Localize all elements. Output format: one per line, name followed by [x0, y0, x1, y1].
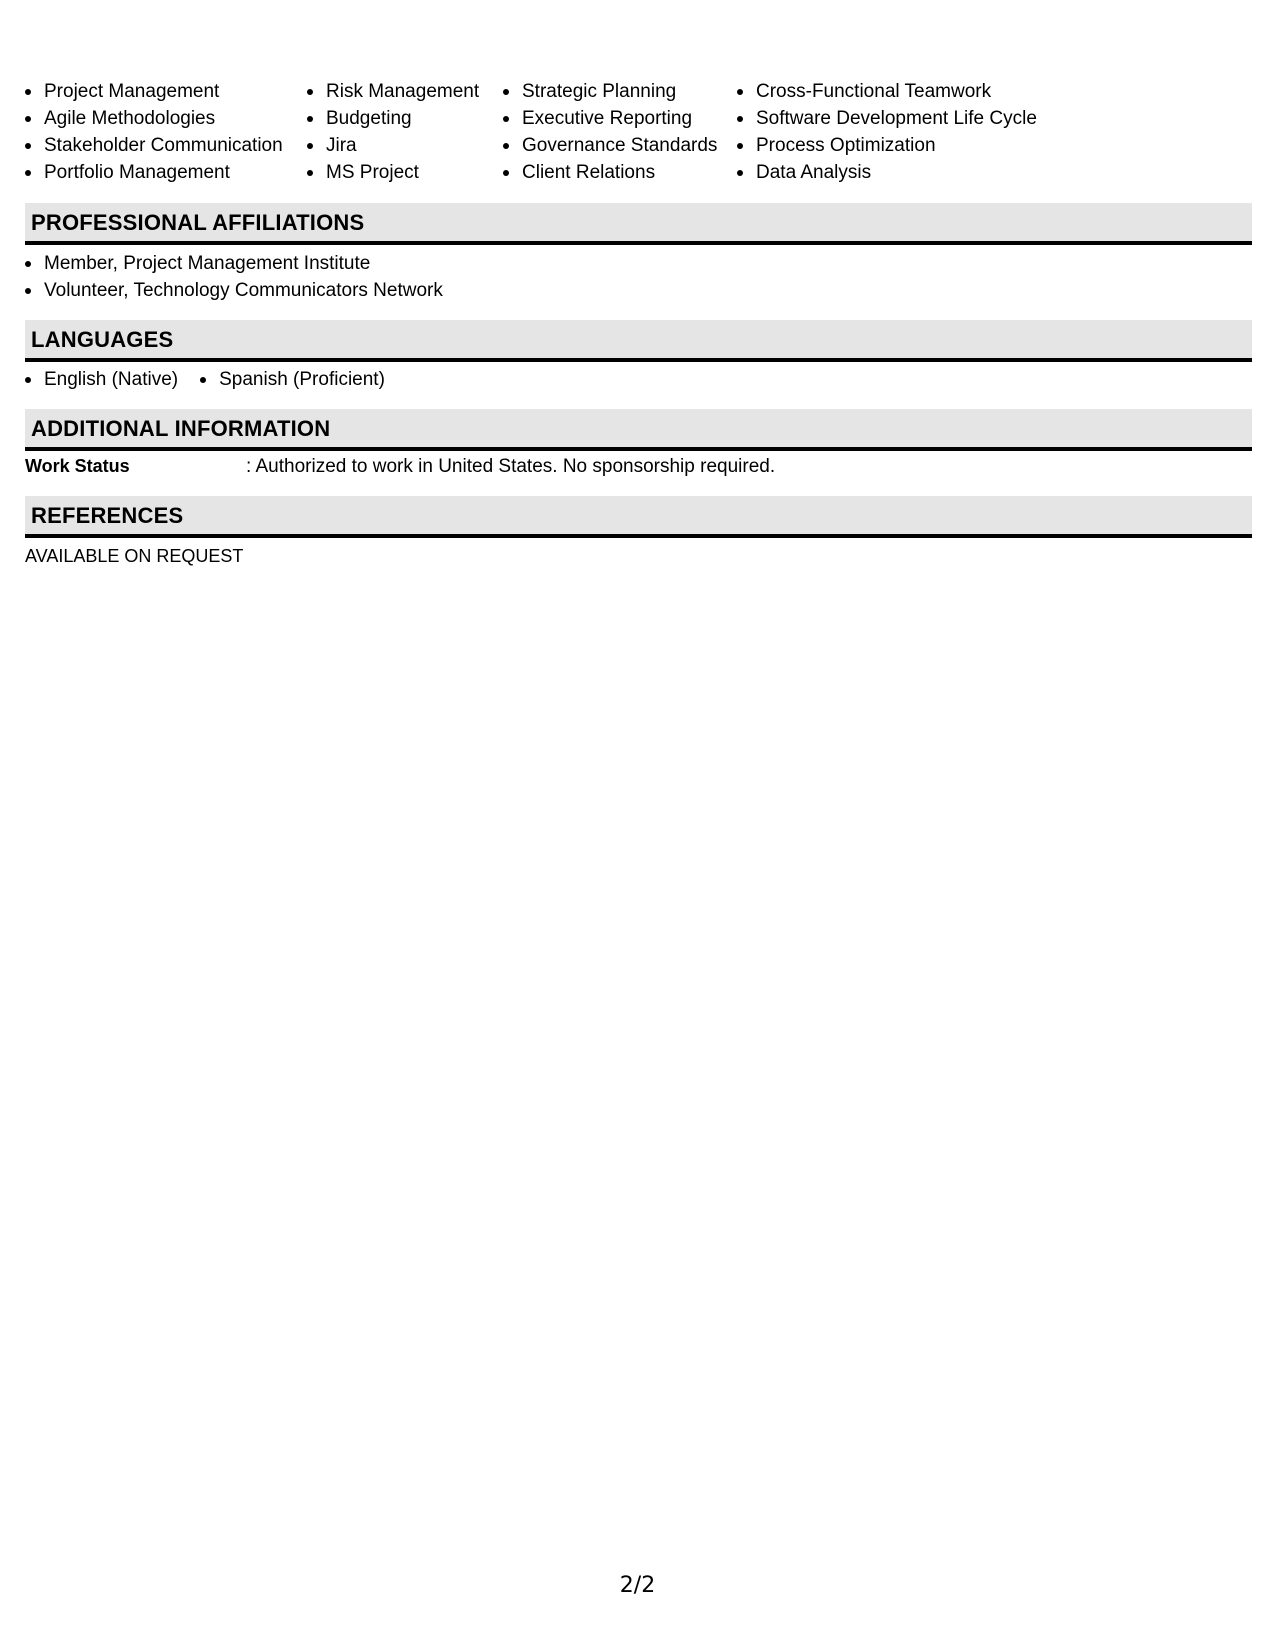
languages-list — [25, 366, 407, 393]
list-item: English (Native) — [25, 366, 178, 393]
bullet-icon — [307, 89, 313, 95]
list-item: Agile Methodologies — [25, 105, 307, 132]
list-item: Software Development Life Cycle — [737, 105, 1057, 132]
bullet-icon — [737, 89, 743, 95]
bullet-icon — [25, 288, 31, 294]
work-status-row — [25, 453, 1252, 480]
bullet-icon — [307, 143, 313, 149]
bullet-icon — [25, 377, 31, 383]
references-text: AVAILABLE ON REQUEST — [25, 546, 244, 566]
list-item: Jira — [307, 132, 503, 159]
bullet-icon — [25, 261, 31, 267]
list-item: Portfolio Management — [25, 159, 307, 186]
additional-info-section-header — [25, 409, 1252, 451]
page-number: 2/2 — [619, 1573, 656, 1598]
bullet-icon — [737, 143, 743, 149]
bullet-icon — [737, 170, 743, 176]
skills-column-3 — [503, 78, 737, 186]
bullet-icon — [25, 89, 31, 95]
list-item: Process Optimization — [737, 132, 1057, 159]
list-item: Client Relations — [503, 159, 737, 186]
section-title: ADDITIONAL INFORMATION — [31, 416, 331, 441]
bullet-icon — [307, 170, 313, 176]
section-title: PROFESSIONAL AFFILIATIONS — [31, 210, 365, 235]
bullet-icon — [307, 116, 313, 122]
list-item: Strategic Planning — [503, 78, 737, 105]
skills-column-4 — [737, 78, 1057, 186]
bullet-icon — [503, 89, 509, 95]
list-item: Cross-Functional Teamwork — [737, 78, 1057, 105]
references-section-header — [25, 496, 1252, 538]
bullet-icon — [25, 143, 31, 149]
skills-column-2 — [307, 78, 503, 186]
list-item: MS Project — [307, 159, 503, 186]
bullet-icon — [25, 116, 31, 122]
bullet-icon — [503, 116, 509, 122]
list-item: Executive Reporting — [503, 105, 737, 132]
affiliations-list — [25, 250, 443, 304]
list-item: Project Management — [25, 78, 307, 105]
skills-column-1 — [25, 78, 307, 186]
languages-section-header — [25, 320, 1252, 362]
skills-grid — [25, 78, 1057, 186]
list-item: Data Analysis — [737, 159, 1057, 186]
list-item: Stakeholder Communication — [25, 132, 307, 159]
section-title: REFERENCES — [31, 503, 184, 528]
bullet-icon — [503, 143, 509, 149]
section-title: LANGUAGES — [31, 327, 174, 352]
list-item: Spanish (Proficient) — [200, 366, 385, 393]
resume-page — [25, 0, 1252, 1650]
affiliations-section-header — [25, 203, 1252, 245]
list-item: Volunteer, Technology Communicators Network — [25, 277, 443, 304]
list-item: Member, Project Management Institute — [25, 250, 443, 277]
list-item: Risk Management — [307, 78, 503, 105]
bullet-icon — [503, 170, 509, 176]
list-item: Budgeting — [307, 105, 503, 132]
list-item: Governance Standards — [503, 132, 737, 159]
bullet-icon — [737, 116, 743, 122]
bullet-icon — [25, 170, 31, 176]
work-status-value: : Authorized to work in United States. No sponsorship required. — [246, 456, 776, 477]
work-status-label: Work Status — [25, 456, 130, 476]
